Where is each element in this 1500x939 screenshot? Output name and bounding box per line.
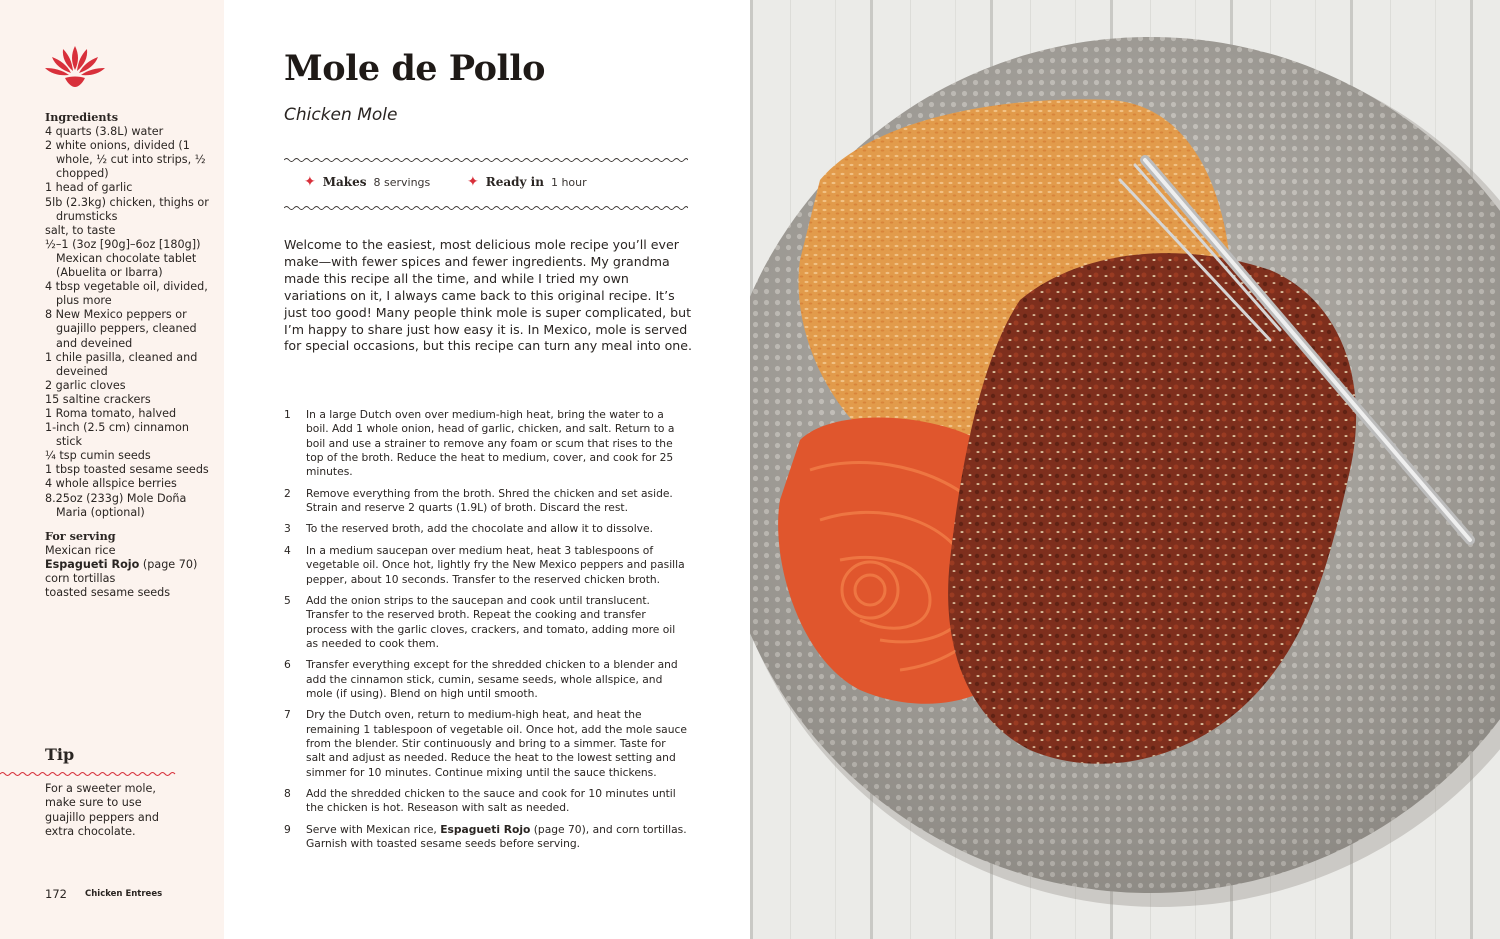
- makes-label: Makes: [322, 175, 367, 189]
- makes-info: [304, 174, 430, 190]
- recipe-subtitle: Chicken Mole: [284, 105, 398, 125]
- recipe-title: Mole de Pollo: [284, 48, 545, 89]
- ingredient-item: 15 saltine crackers: [45, 392, 151, 406]
- method-step: [284, 658, 688, 701]
- step-number: 9: [284, 822, 291, 836]
- step-text: In a large Dutch oven over medium-high heat, bring the water to a boil. Add 1 whole onion, head of garlic, chicken, and salt. Return to a boil and use a strainer to remove any foam or scum that rises to the top of the broth. Reduce the heat to medium, cover, and cook for 25 minutes.: [306, 408, 675, 479]
- cross-reference: Espagueti Rojo: [440, 822, 531, 836]
- step-text: Remove everything from the broth. Shred the chicken and set aside. Strain and reserve 2 quarts (1.9L) of broth. Discard the rest.: [306, 486, 673, 514]
- step-number: 4: [284, 543, 291, 557]
- method-step: [284, 708, 688, 779]
- ready-value: 1 hour: [550, 175, 587, 189]
- recipe-photo: [750, 0, 1500, 939]
- ingredient-item: 2 garlic cloves: [45, 378, 126, 392]
- star-icon: ✦: [304, 174, 316, 190]
- serving-item: toasted sesame seeds: [45, 586, 171, 600]
- method-step: [284, 487, 688, 516]
- method-step: [284, 408, 688, 479]
- step-text: Add the shredded chicken to the sauce and cook for 10 minutes until the chicken is hot. Reseason with salt as needed.: [306, 787, 676, 815]
- step-text-part: Serve with Mexican rice,: [306, 822, 441, 836]
- ingredient-item: 8.25oz (233g) Mole Doña Maria (optional): [45, 491, 187, 519]
- section-name: Chicken Entrees: [85, 889, 163, 899]
- step-number: 7: [284, 708, 291, 722]
- method-step: [284, 522, 688, 536]
- ingredient-item: 4 tbsp vegetable oil, divided, plus more: [45, 280, 208, 308]
- ingredient-item: 1 Roma tomato, halved: [45, 406, 177, 420]
- ingredient-item: 2 white onions, divided (1 whole, ½ cut into strips, ½ chopped): [45, 139, 206, 181]
- step-number: 1: [284, 408, 291, 421]
- cross-reference: Espagueti Rojo: [45, 557, 140, 571]
- page-reference: (page 70): [139, 557, 198, 571]
- tip-text: For a sweeter mole, make sure to use guajillo peppers and extra chocolate.: [45, 782, 159, 838]
- step-number: 5: [284, 594, 291, 608]
- step-number: 6: [284, 658, 291, 672]
- wavy-divider-bottom: [284, 203, 688, 213]
- chicken-mole-plate-image: [750, 0, 1500, 939]
- wavy-divider: [0, 769, 176, 779]
- ingredients-sidebar: [0, 0, 224, 939]
- ingredient-item: 4 whole allspice berries: [45, 477, 177, 491]
- page-number: 172: [45, 887, 67, 901]
- step-text: In a medium saucepan over medium heat, heat 3 tablespoons of vegetable oil. Once hot, lightly fry the New Mexico peppers and pasilla pepper, about 10 seconds. Transfer to the reserved chicken broth.: [306, 543, 685, 586]
- ingredient-item: 1 chile pasilla, cleaned and deveined: [45, 350, 198, 378]
- ingredient-item: salt, to taste: [45, 223, 116, 237]
- recipe-intro: Welcome to the easiest, most delicious mole recipe you’ll ever make—with fewer spices and fewer ingredients. My grandma made this recipe all the time, and while I tried my own variations on it, I always came back to this original recipe. It’s just too good! Many people think mole is super complicated, but I’m happy to share just how easy it is. In Mexico, mole is served for special occasions, but this recipe can turn any meal into one.: [284, 237, 693, 354]
- step-number: 8: [284, 787, 291, 801]
- step-number: 2: [284, 486, 291, 500]
- step-text: Add the onion strips to the saucepan and cook until translucent. Transfer to the reserved broth. Repeat the cooking and transfer process with the garlic cloves, crackers, and tomato, adding more oil as needed to cook them.: [306, 594, 676, 650]
- ready-info: [467, 174, 587, 190]
- serving-item: Mexican rice: [45, 543, 116, 557]
- step-text: To the reserved broth, add the chocolate and allow it to dissolve.: [306, 522, 653, 536]
- ingredients-heading: Ingredients: [45, 110, 118, 124]
- step-text-part: (page 70), and corn tortillas. Garnish with toasted sesame seeds before serving.: [306, 822, 687, 851]
- method-step: [284, 787, 688, 816]
- ingredient-item: ¼ tsp cumin seeds: [45, 449, 151, 463]
- step-number: 3: [284, 522, 291, 536]
- ingredient-item: 4 quarts (3.8L) water: [45, 125, 164, 139]
- star-icon: ✦: [467, 174, 479, 190]
- ingredients-list: [45, 110, 217, 600]
- ingredient-item: 1 head of garlic: [45, 181, 133, 195]
- serving-list: [45, 529, 217, 600]
- makes-value: 8 servings: [373, 175, 431, 189]
- ingredient-item: ½–1 (3oz [90g]–6oz [180g]) Mexican chocolate tablet (Abuelita or Ibarra): [45, 237, 201, 280]
- serving-heading: For serving: [45, 528, 116, 543]
- method-steps: [284, 408, 688, 859]
- ingredient-item: 8 New Mexico peppers or guajillo peppers, cleaned and deveined: [45, 308, 197, 350]
- step-text: Dry the Dutch oven, return to medium-high heat, and heat the remaining 1 tablespoon of vegetable oil. Once hot, add the mole sauce from the blender. Stir continuously and bring to a simmer. Taste for salt and adjust as needed. Reduce the heat to the lowest setting and simmer for 10 minutes. Continue mixing until the sauce thickens.: [306, 708, 687, 779]
- step-text: Transfer everything except for the shredded chicken to a blender and add the cinnamon stick, cumin, sesame seeds, whole allspice, and mole (if using). Blend on high until smooth.: [306, 658, 678, 700]
- serving-item: [45, 558, 217, 572]
- wavy-divider-top: [284, 155, 688, 165]
- tip-heading: Tip: [45, 745, 75, 764]
- ingredient-item: 1-inch (2.5 cm) cinnamon stick: [45, 421, 189, 449]
- ingredient-item: 1 tbsp toasted sesame seeds: [45, 463, 209, 477]
- ingredient-item: 5lb (2.3kg) chicken, thighs or drumsticks: [45, 195, 209, 223]
- method-step: [284, 823, 688, 852]
- serving-item: corn tortillas: [45, 572, 116, 585]
- ready-label: Ready in: [485, 175, 544, 189]
- method-step: [284, 544, 688, 587]
- step-text: [306, 823, 688, 852]
- method-step: [284, 594, 688, 651]
- flower-ornament-icon: [42, 42, 108, 90]
